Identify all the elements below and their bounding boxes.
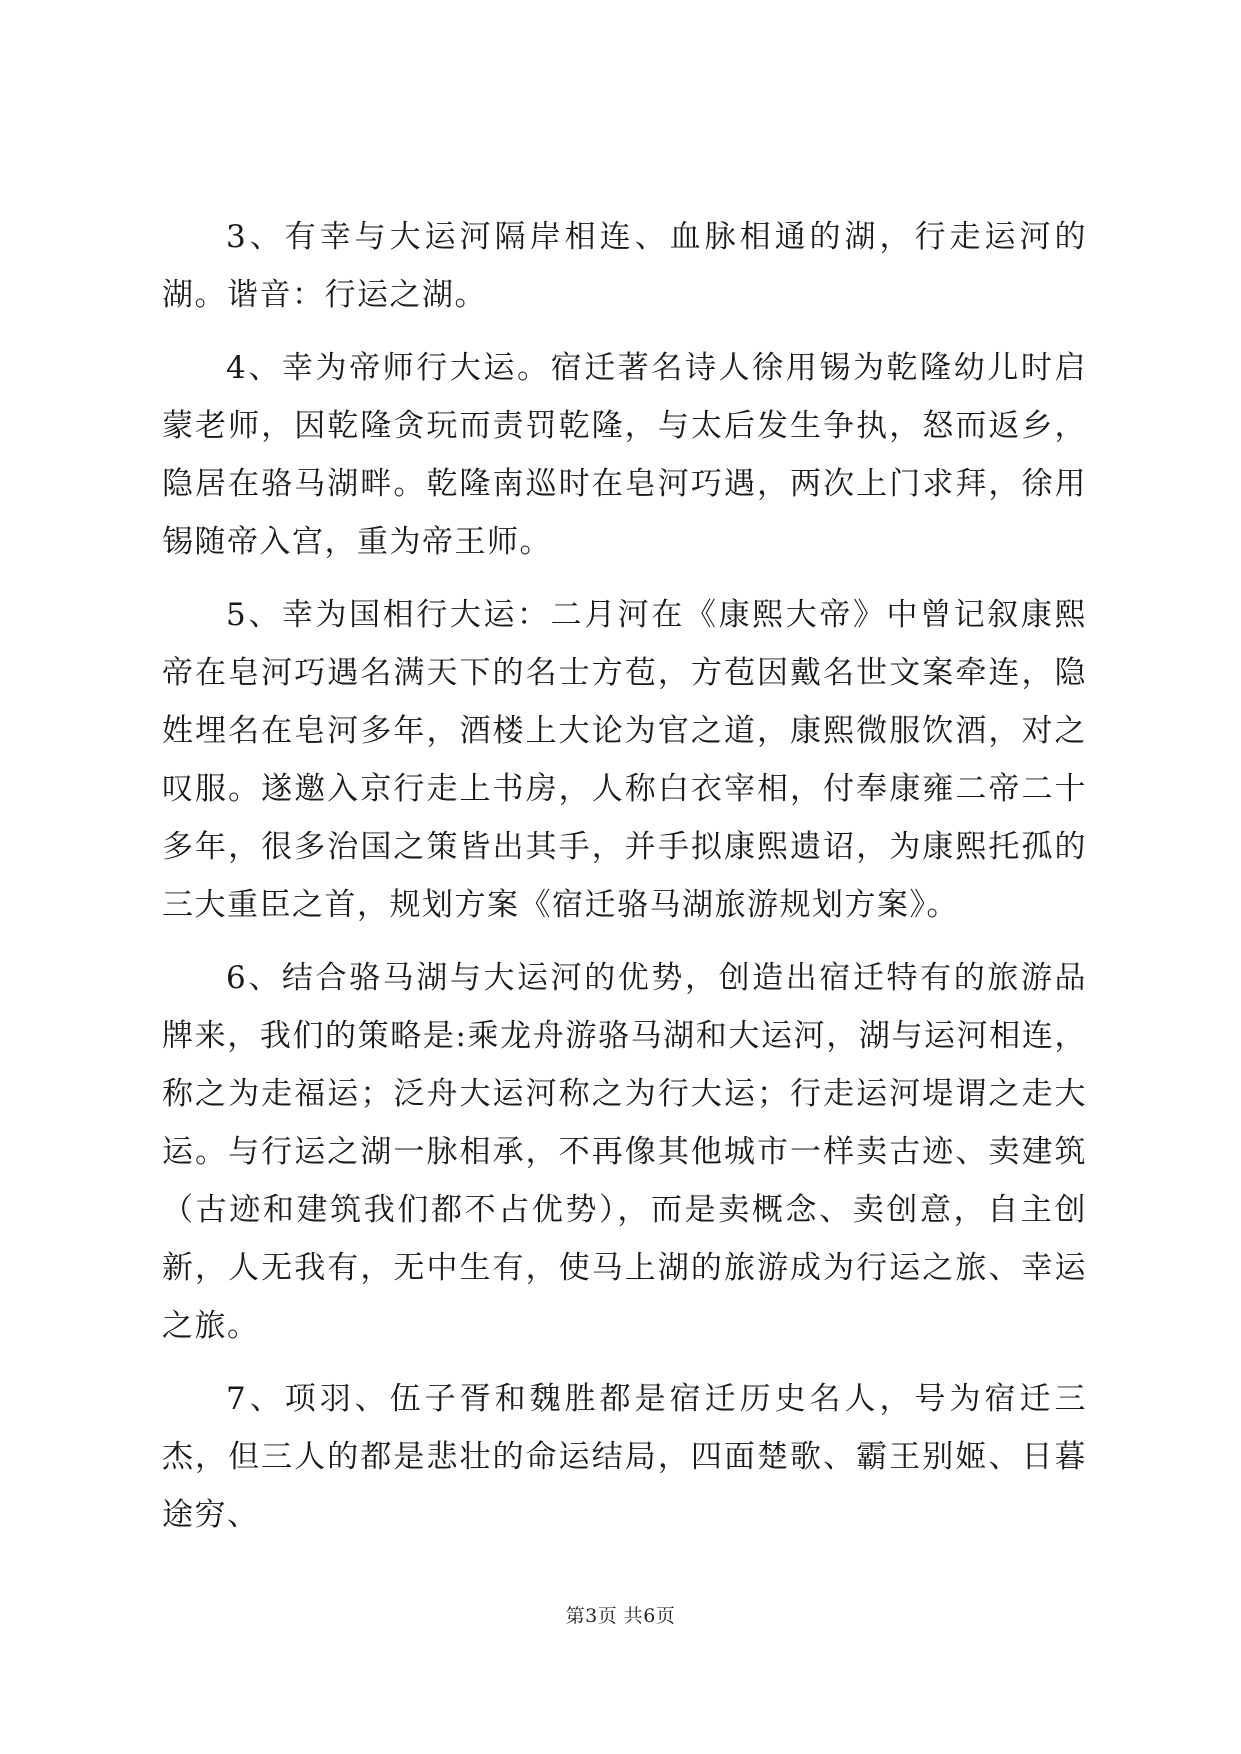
paragraph-5: 5、幸为国相行大运：二月河在《康熙大帝》中曾记叙康熙帝在皂河巧遇名满天下的名士方苞，方苞因戴名世文案牵连，隐姓埋名在皂河多年，酒楼上大论为官之道，康熙微服饮酒，对之叹服。遂邀入京行走上书房，人称白衣宰相，付奉康雍二帝二十多年，很多治国之策皆出其手，并手拟康熙遗诏，为康熙托孤的三大重臣之首，规划方案《宿迁骆马湖旅游规划方案》。: [162, 597, 1087, 923]
paragraph-7: 7、项羽、伍子胥和魏胜都是宿迁历史名人，号为宿迁三杰，但三人的都是悲壮的命运结局，四面楚歌、霸王别姬、日暮途穷、: [162, 1381, 1087, 1533]
paragraph-6: 6、结合骆马湖与大运河的优势，创造出宿迁特有的旅游品牌来，我们的策略是:乘龙舟游骆马湖和大运河，湖与运河相连，称之为走福运；泛舟大运河称之为行大运；行走运河堤谓之走大运。与行运之湖一脉相承，不再像其他城市一样卖古迹、卖建筑（古迹和建筑我们都不占优势），而是卖概念、卖创意，自主创新，人无我有，无中生有，使马上湖的旅游成为行运之旅、幸运之旅。: [162, 960, 1087, 1344]
document-body: [162, 208, 1087, 1559]
paragraph-3: 3、有幸与大运河隔岸相连、血脉相通的湖，行走运河的湖。谐音：行运之湖。: [162, 219, 1087, 313]
paragraph-4: 4、幸为帝师行大运。宿迁著名诗人徐用锡为乾隆幼儿时启蒙老师，因乾隆贪玩而责罚乾隆，与太后发生争执，怒而返乡，隐居在骆马湖畔。乾隆南巡时在皂河巧遇，两次上门求拜，徐用锡随帝入宫，重为帝王师。: [162, 350, 1087, 560]
page-number-footer: 第3页 共6页: [565, 1605, 676, 1627]
